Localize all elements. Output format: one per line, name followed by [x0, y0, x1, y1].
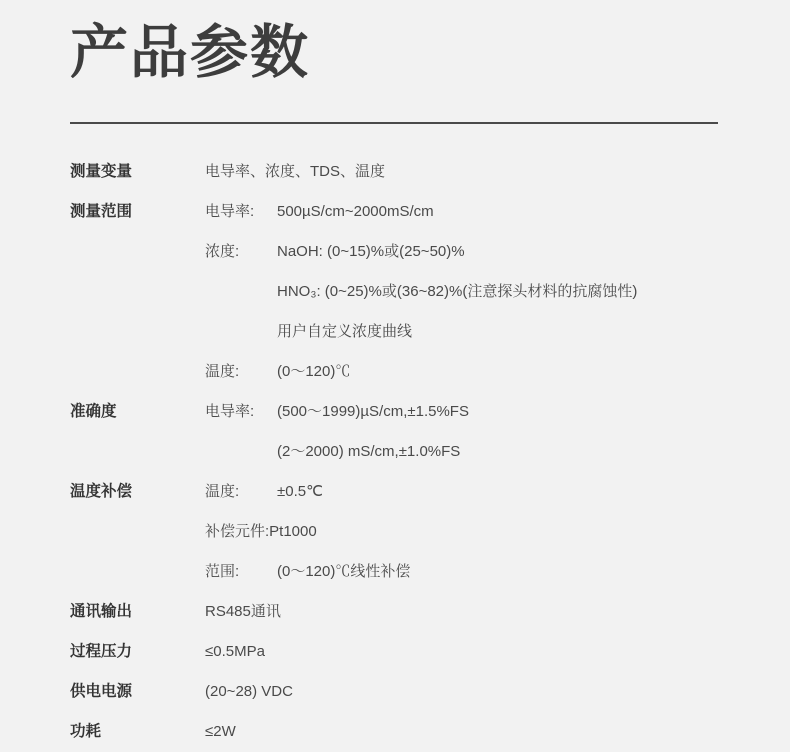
spec-value-line — [205, 712, 770, 752]
spec-value-text: RS485通讯 — [205, 603, 281, 620]
spec-label: 功耗 — [70, 723, 102, 740]
spec-value-text: 用户自定义浓度曲线 — [277, 323, 413, 340]
spec-value-line — [205, 632, 770, 672]
spec-value-text: (0～120)℃线性补偿 — [277, 563, 411, 580]
spec-value-key: 浓度: — [205, 243, 240, 260]
spec-value-key: 电导率: — [205, 203, 255, 220]
spec-label: 测量变量 — [70, 163, 133, 180]
spec-value-line — [205, 152, 770, 192]
spec-value-line — [205, 552, 770, 592]
spec-value-key: 范围: — [205, 563, 240, 580]
spec-value-text: 500µS/cm~2000mS/cm — [277, 203, 434, 220]
spec-value-key: 电导率: — [205, 403, 255, 420]
table-row — [70, 712, 770, 752]
spec-value-line — [205, 312, 770, 352]
spec-value-line — [205, 592, 770, 632]
spec-values — [205, 392, 770, 472]
table-row — [70, 472, 770, 592]
spec-value-line — [205, 432, 770, 472]
spec-label: 准确度 — [70, 403, 117, 420]
spec-value-key: 温度: — [205, 363, 240, 380]
spec-value-line — [205, 672, 770, 712]
table-row — [70, 672, 770, 712]
spec-value-text: (0～120)℃ — [277, 363, 351, 380]
table-row — [70, 392, 770, 472]
spec-value-text: ±0.5℃ — [277, 483, 323, 500]
spec-value-text: ≤0.5MPa — [205, 643, 265, 660]
spec-value-text: ≤2W — [205, 723, 236, 740]
spec-label: 通讯输出 — [70, 603, 133, 620]
spec-value-line — [205, 232, 770, 272]
spec-values — [205, 632, 770, 672]
spec-label: 温度补偿 — [70, 483, 133, 500]
spec-value-text: (2～2000) mS/cm,±1.0%FS — [277, 443, 461, 460]
table-row — [70, 192, 770, 392]
spec-value-text: HNO₃: (0~25)%或(36~82)%(注意探头材料的抗腐蚀性) — [277, 283, 638, 300]
page-title: 产品参数 — [70, 20, 311, 85]
spec-value-line — [205, 352, 770, 392]
spec-value-line — [205, 472, 770, 512]
table-row — [70, 592, 770, 632]
spec-value-line — [205, 192, 770, 232]
spec-values — [205, 152, 770, 192]
spec-values — [205, 472, 770, 592]
spec-values — [205, 192, 770, 392]
spec-label: 供电电源 — [70, 683, 133, 700]
spec-values — [205, 672, 770, 712]
spec-value-text: NaOH: (0~15)%或(25~50)% — [277, 243, 465, 260]
spec-value-text: (500～1999)µS/cm,±1.5%FS — [277, 403, 469, 420]
spec-label: 过程压力 — [70, 643, 133, 660]
spec-value-text: 电导率、浓度、TDS、温度 — [205, 163, 386, 180]
spec-value-key: 温度: — [205, 483, 240, 500]
spec-value-line — [205, 392, 770, 432]
spec-label: 测量范围 — [70, 203, 133, 220]
spec-value-text: (20~28) VDC — [205, 683, 293, 700]
spec-value-line — [205, 512, 770, 552]
table-row — [70, 152, 770, 192]
table-row — [70, 632, 770, 672]
spec-table — [70, 152, 770, 752]
spec-values — [205, 712, 770, 752]
spec-values — [205, 592, 770, 632]
spec-value-text: 补偿元件:Pt1000 — [205, 523, 317, 540]
title-divider — [70, 122, 718, 124]
spec-value-line — [205, 272, 770, 312]
